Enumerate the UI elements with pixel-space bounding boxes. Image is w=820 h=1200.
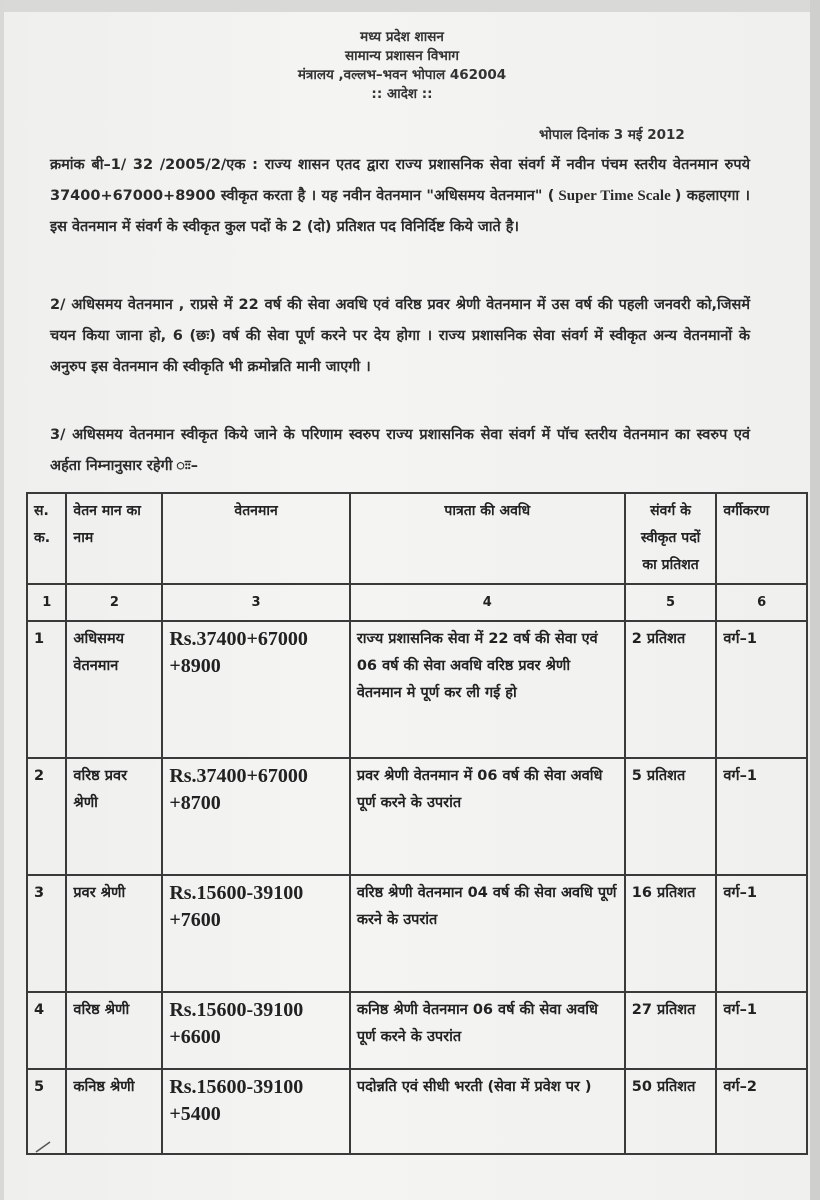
- paragraph-3: 3/ अधिसमय वेतनमान स्वीकृत किये जाने के परिणाम स्वरुप राज्य प्रशासनिक सेवा संवर्ग में पॉच स्तरीय वेतनमान का स्वरुप एवं अर्हता निम्नानुसार रहेगी ःः–: [50, 427, 750, 474]
- row-classification: वर्ग–2: [716, 1069, 807, 1154]
- letterhead: [4, 28, 810, 104]
- order-date: भोपाल दिनांक 3 मई 2012: [539, 127, 685, 143]
- row-pay-scale: Rs.15600-39100 +7600: [162, 875, 350, 992]
- table-row: [27, 1069, 807, 1154]
- col-number: 2: [66, 584, 162, 621]
- row-scale-name: अधिसमय वेतनमान: [66, 621, 162, 758]
- row-classification: वर्ग–1: [716, 992, 807, 1069]
- header-eligibility: पात्रता की अवधि: [350, 493, 625, 584]
- col-number: 4: [350, 584, 625, 621]
- header-scale-name: वेतन मान का नाम: [66, 493, 162, 584]
- row-eligibility: वरिष्ठ श्रेणी वेतनमान 04 वर्ष की सेवा अवधि पूर्ण करने के उपरांत: [350, 875, 625, 992]
- paragraph-1-text-a: क्रमांक बी–1/ 32 /2005/2/एक : राज्य शासन एतद द्वारा राज्य प्रशासनिक सेवा संवर्ग में नवीन पंचम स्तरीय वेतनमान रुपये 37400+67000+8900 स्वीकृत करता है । यह नवीन वेतनमान "अधिसमय वेतनमान" (: [50, 157, 750, 204]
- table-header-row: [27, 493, 807, 584]
- row-classification: वर्ग–1: [716, 758, 807, 875]
- order-title: :: आदेश ::: [371, 86, 433, 102]
- col-number: 3: [162, 584, 350, 621]
- row-percent: 27 प्रतिशत: [625, 992, 717, 1069]
- header-classification: वर्गीकरण: [716, 493, 807, 584]
- row-pay-scale: Rs.15600-39100 +5400: [162, 1069, 350, 1154]
- row-eligibility: राज्य प्रशासनिक सेवा में 22 वर्ष की सेवा एवं 06 वर्ष की सेवा अवधि वरिष्ठ प्रवर श्रेणी वेतनमान मे पूर्ण कर ली गई हो: [350, 621, 625, 758]
- col-number: 6: [716, 584, 807, 621]
- right-edge: [810, 0, 820, 1200]
- row-percent: 16 प्रतिशत: [625, 875, 717, 992]
- row-classification: वर्ग–1: [716, 875, 807, 992]
- table-row: [27, 992, 807, 1069]
- header-pay-scale: वेतनमान: [162, 493, 350, 584]
- row-scale-name: प्रवर श्रेणी: [66, 875, 162, 992]
- paragraph-1-english: Super Time Scale: [554, 188, 675, 204]
- row-serial: 4: [27, 992, 66, 1069]
- table-row: [27, 621, 807, 758]
- row-pay-scale: Rs.37400+67000 +8900: [162, 621, 350, 758]
- row-serial: 5: [27, 1069, 66, 1154]
- paragraph-2: 2/ अधिसमय वेतनमान , राप्रसे में 22 वर्ष की सेवा अवधि एवं वरिष्ठ प्रवर श्रेणी वेतनमान में उस वर्ष की पहली जनवरी को,जिसमें चयन किया जाना हो, 6 (छः) वर्ष की सेवा पूर्ण करने पर देय होगा । राज्य प्रशासनिक सेवा संवर्ग में स्वीकृत अन्य वेतनमानों के अनुरुप इस वेतनमान की स्वीकृति भी क्रमोन्नति मानी जाएगी ।: [50, 297, 750, 375]
- row-percent: 5 प्रतिशत: [625, 758, 717, 875]
- table-row: [27, 758, 807, 875]
- row-serial: 2: [27, 758, 66, 875]
- row-pay-scale: Rs.37400+67000 +8700: [162, 758, 350, 875]
- paragraph-1-text-b: ) कहलाएगा । इस वेतनमान में संवर्ग के स्वीकृत कुल पदों के 2 (दो) प्रतिशत पद विनिर्दिष्ट किये जाते है।: [50, 188, 750, 235]
- col-number: 5: [625, 584, 717, 621]
- row-scale-name: कनिष्ठ श्रेणी: [66, 1069, 162, 1154]
- row-scale-name: वरिष्ठ प्रवर श्रेणी: [66, 758, 162, 875]
- letterhead-govt: मध्य प्रदेश शासन: [360, 29, 444, 45]
- paragraph-1: [50, 150, 750, 243]
- col-number: 1: [27, 584, 66, 621]
- row-serial: 3: [27, 875, 66, 992]
- row-eligibility: पदोन्नति एवं सीधी भरती (सेवा में प्रवेश पर ): [350, 1069, 625, 1154]
- row-eligibility: कनिष्ठ श्रेणी वेतनमान 06 वर्ष की सेवा अवधि पूर्ण करने के उपरांत: [350, 992, 625, 1069]
- pay-scale-table: [26, 492, 808, 1155]
- pen-mark: [34, 1140, 54, 1154]
- row-classification: वर्ग–1: [716, 621, 807, 758]
- row-percent: 2 प्रतिशत: [625, 621, 717, 758]
- column-number-row: [27, 584, 807, 621]
- row-pay-scale: Rs.15600-39100 +6600: [162, 992, 350, 1069]
- document-page: [4, 12, 810, 1200]
- letterhead-address: मंत्रालय ,वल्लभ–भवन भोपाल 462004: [297, 67, 507, 83]
- row-scale-name: वरिष्ठ श्रेणी: [66, 992, 162, 1069]
- header-percent: संवर्ग के स्वीकृत पदों का प्रतिशत: [625, 493, 717, 584]
- table-row: [27, 875, 807, 992]
- header-serial: स. क.: [27, 493, 66, 584]
- row-serial: 1: [27, 621, 66, 758]
- letterhead-dept: सामान्य प्रशासन विभाग: [345, 48, 459, 64]
- row-percent: 50 प्रतिशत: [625, 1069, 717, 1154]
- row-eligibility: प्रवर श्रेणी वेतनमान में 06 वर्ष की सेवा अवधि पूर्ण करने के उपरांत: [350, 758, 625, 875]
